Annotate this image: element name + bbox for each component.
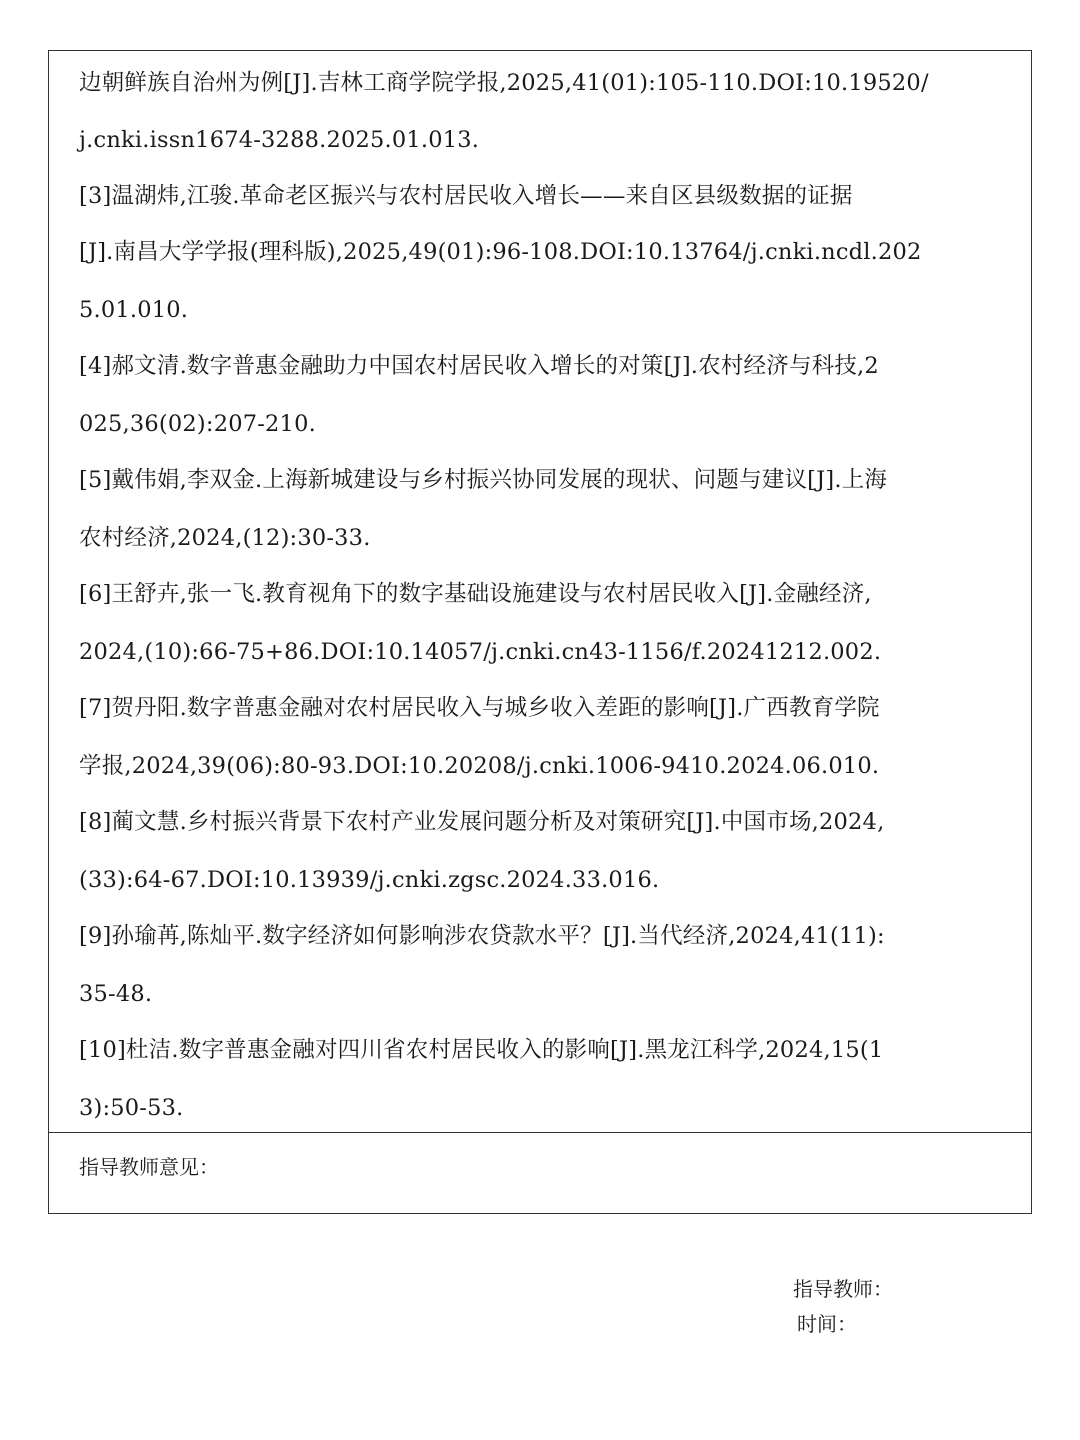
- form-table: [48, 50, 1032, 1336]
- reference-line: [J].南昌大学学报(理科版),2025,49(01):96-108.DOI:10.13764/j.cnki.ncdl.202: [79, 239, 922, 265]
- reference-line: [4]郝文清.数字普惠金融助力中国农村居民收入增长的对策[J].农村经济与科技,2: [79, 353, 879, 379]
- date-label: 时间：: [797, 1312, 857, 1336]
- reference-line: 学报,2024,39(06):80-93.DOI:10.20208/j.cnki.1006-9410.2024.06.010.: [79, 753, 880, 779]
- reference-line: [3]温湖炜,江骏.革命老区振兴与农村居民收入增长——来自区县级数据的证据: [79, 183, 853, 209]
- reference-line: [7]贺丹阳.数字普惠金融对农村居民收入与城乡收入差距的影响[J].广西教育学院: [79, 695, 880, 721]
- reference-line: 农村经济,2024,(12):30-33.: [79, 525, 371, 551]
- reference-line: 边朝鲜族自治州为例[J].吉林工商学院学报,2025,41(01):105-110.DOI:10.19520/: [79, 70, 929, 96]
- reference-line: [10]杜洁.数字普惠金融对四川省农村居民收入的影响[J].黑龙江科学,2024,15(1: [79, 1037, 884, 1063]
- reference-line: [8]蔺文慧.乡村振兴背景下农村产业发展问题分析及对策研究[J].中国市场,2024,: [79, 809, 885, 835]
- advisor-opinion-label: 指导教师意见：: [79, 1155, 219, 1179]
- advisor-opinion-cell: [49, 1133, 1031, 1336]
- reference-line: 3):50-53.: [79, 1095, 184, 1121]
- references-cell: [49, 51, 1031, 1133]
- reference-line: 2024,(10):66-75+86.DOI:10.14057/j.cnki.cn43-1156/f.20241212.002.: [79, 639, 882, 665]
- reference-line: 35-48.: [79, 981, 153, 1007]
- reference-line: j.cnki.issn1674-3288.2025.01.013.: [79, 127, 480, 153]
- reference-line: 025,36(02):207-210.: [79, 411, 316, 437]
- reference-line: 5.01.010.: [79, 297, 189, 323]
- reference-line: (33):64-67.DOI:10.13939/j.cnki.zgsc.2024.33.016.: [79, 867, 660, 893]
- advisor-signature-label: 指导教师：: [793, 1277, 893, 1301]
- reference-line: [9]孙瑜苒,陈灿平.数字经济如何影响涉农贷款水平？[J].当代经济,2024,41(11):: [79, 923, 885, 949]
- reference-line: [6]王舒卉,张一飞.教育视角下的数字基础设施建设与农村居民收入[J].金融经济,: [79, 581, 872, 607]
- reference-line: [5]戴伟娟,李双金.上海新城建设与乡村振兴协同发展的现状、问题与建议[J].上海: [79, 467, 888, 493]
